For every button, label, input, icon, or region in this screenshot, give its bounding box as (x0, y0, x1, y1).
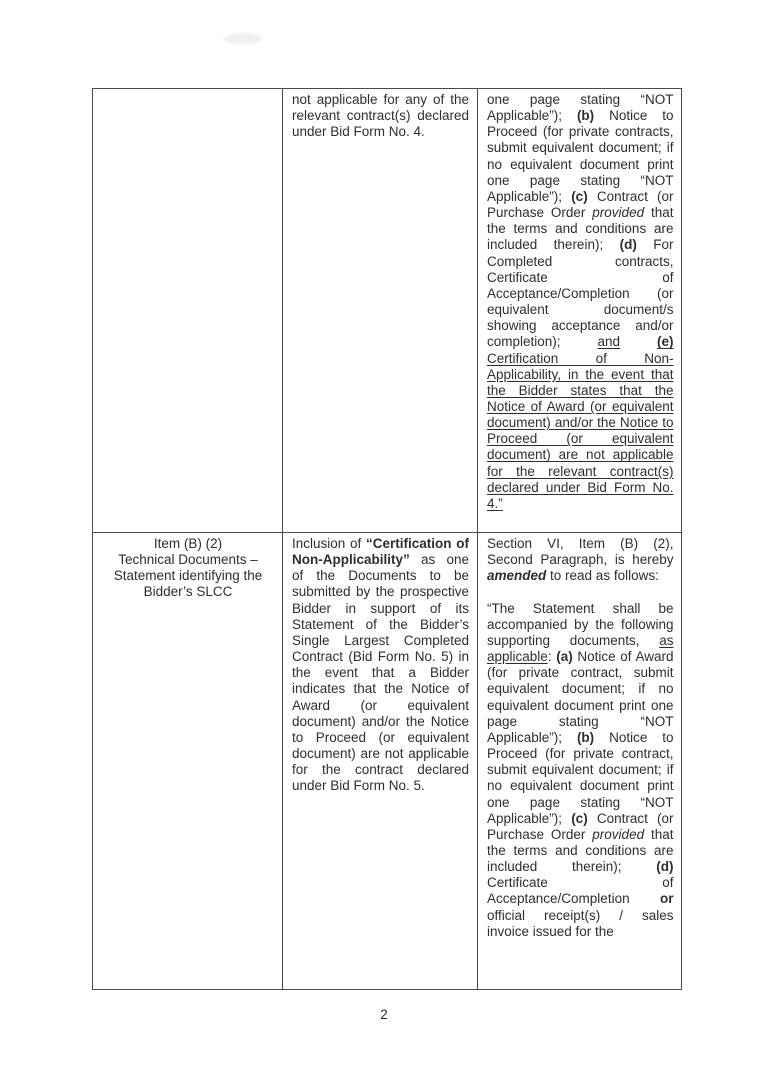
text-run: (c) (571, 810, 588, 826)
text-run: one page stating “NOT Applicable”); (487, 92, 674, 124)
text-run: (b) (576, 729, 595, 745)
text-run (487, 584, 491, 599)
table-cell-item-r1 (93, 89, 283, 533)
text-run: not applicable for any of the relevant contract(s) declared under Bid Form No. 4. (292, 92, 469, 140)
text-run: Inclusion of (292, 536, 367, 551)
text-run: Section VI, Item (B) (2), Second Paragraph, is hereby (487, 536, 674, 568)
text-run: as applicable (487, 632, 674, 665)
text-run: and (597, 334, 621, 350)
text-run: or (660, 891, 674, 907)
paragraph (487, 584, 674, 600)
text-run: Contract (or Purchase Order (487, 188, 674, 221)
text-run: (c) (571, 188, 588, 204)
text-run: Certificate of Acceptance/Completion (487, 875, 674, 907)
paragraph (102, 568, 274, 584)
text-run: to read as follows: (546, 568, 659, 584)
text-run: (d) (619, 237, 637, 253)
text-run: (e) (657, 334, 674, 350)
text-run: (a) (556, 649, 573, 665)
text-run: For Completed contracts, Certificate of Acceptance/Completion (or equivalent document/s showing acceptance and/or completion); (487, 237, 674, 350)
text-run: Notice of Award (for private contract, submit equivalent document; if no equivalent document print one page stating “NOT Applicable”); (487, 649, 674, 745)
text-run: Certification of Non-Applicability, in the event that the Bidder states that the Notice of Award (or equivalent document) and/or the Notice to Proceed (or equivalent document) are not applicable for the relevant contract(s) declared under Bid Form No. 4.” (487, 350, 674, 511)
scan-smudge-artifact (224, 33, 262, 44)
table-cell-change-r1 (283, 89, 478, 533)
text-run: “The Statement shall be accompanied by the following supporting documents, (487, 600, 674, 648)
text-run: that the terms and conditions are included therein); (487, 826, 674, 875)
paragraph (102, 536, 274, 552)
text-run: Contract (or Purchase Order (487, 810, 674, 842)
table-cell-amendment-r1 (478, 89, 682, 533)
paragraph (102, 584, 274, 600)
paragraph (292, 536, 469, 795)
text-run: Technical Documents – (118, 552, 258, 568)
amendments-table (92, 88, 682, 990)
text-run: provided (592, 205, 645, 221)
text-run: official receipt(s) / sales invoice issued for the (487, 907, 674, 939)
text-run: Item (B) (2) (153, 536, 223, 551)
text-run: (d) (656, 859, 674, 875)
text-run: that the terms and conditions are included therein); (487, 205, 674, 253)
text-run: : (547, 649, 557, 665)
text-run: provided (592, 826, 645, 842)
text-run: Notice to Proceed (for private contract, submit equivalent document; if no equivalent document print one page stating “NOT Applicable”); (487, 729, 674, 826)
paragraph (487, 536, 674, 584)
text-run (620, 334, 657, 349)
text-run: Statement identifying the (113, 568, 263, 584)
text-run: amended (487, 568, 547, 584)
text-run: Notice to Proceed (for private contracts, submit equivalent document; if no equivalent document print one page stating “NOT Applicable”); (487, 108, 674, 204)
paragraph (292, 92, 469, 140)
table-cell-change-r2 (283, 533, 478, 989)
table-cell-amendment-r2 (478, 533, 682, 989)
table-cell-item-r2 (93, 533, 283, 989)
paragraph (487, 601, 674, 940)
text-run: (b) (576, 108, 595, 124)
paragraph (102, 552, 274, 568)
page-number: 2 (380, 1007, 388, 1022)
paragraph (487, 92, 674, 512)
text-run: as one of the Documents to be submitted by the prospective Bidder in support of its Statement of the Bidder’s Single Largest Completed Contract (Bid Form No. 5) in the event that a Bidder indicates that the Notice of Award (or equivalent document) and/or the Notice to Proceed (or equivalent document) are not applicable for the contract declared under Bid Form No. 5. (292, 552, 469, 794)
text-run: Bidder’s SLCC (143, 584, 233, 600)
text-run: “Certification of Non-Applicability” (292, 536, 469, 568)
